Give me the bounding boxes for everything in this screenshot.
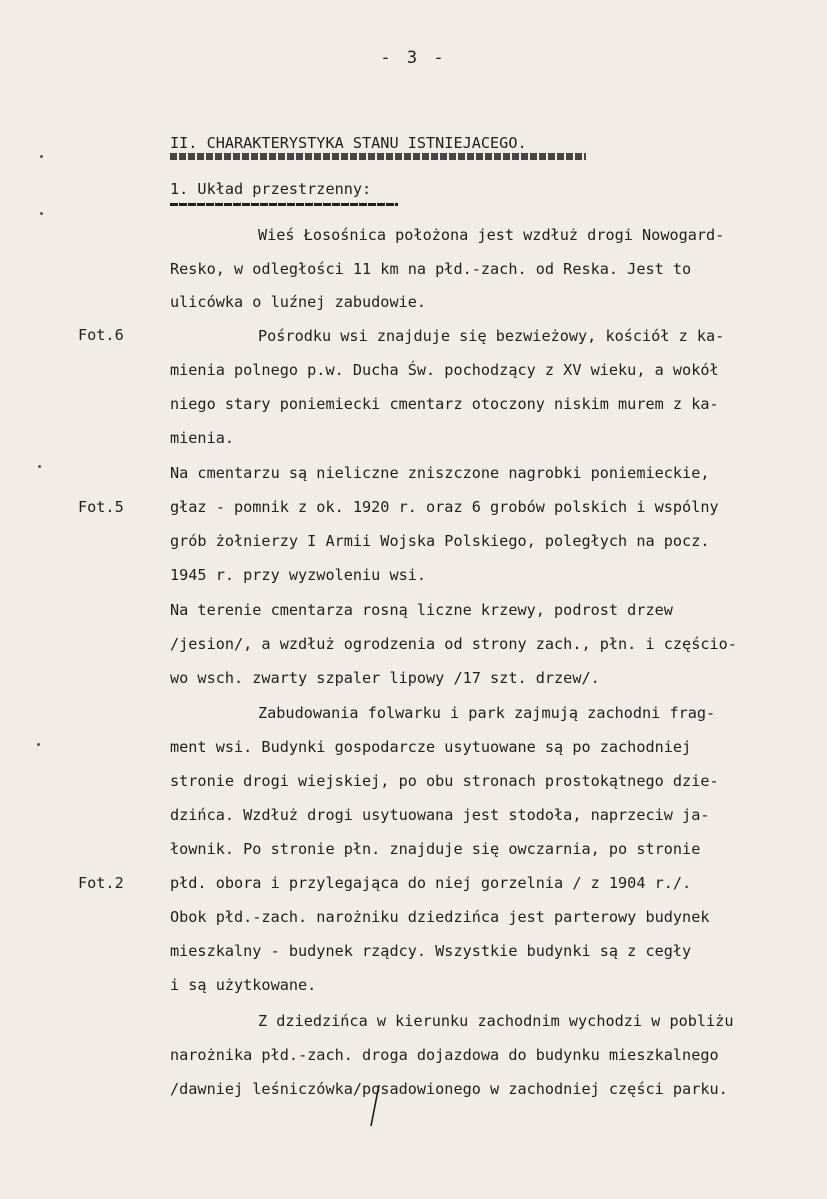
body-line: Na cmentarzu są nieliczne zniszczone nagrobki poniemieckie, <box>170 464 710 482</box>
subsection-heading: 1. Układ przestrzenny: <box>170 180 372 198</box>
subheading-underline <box>170 203 398 206</box>
body-line: płd. obora i przylegająca do niej gorzelnia / z 1904 r./. <box>170 874 692 892</box>
paper-speck <box>38 465 41 468</box>
body-line: ulicówka o luźnej zabudowie. <box>170 293 427 311</box>
heading-double-underline <box>170 153 586 160</box>
page-number: - 3 - <box>380 48 447 68</box>
section-heading: II. CHARAKTERYSTYKA STANU ISTNIEJACEGO. <box>170 134 527 152</box>
body-line: 1945 r. przy wyzwoleniu wsi. <box>170 566 427 584</box>
body-line: głaz - pomnik z ok. 1920 r. oraz 6 grobów polskich i wspólny <box>170 498 719 516</box>
margin-note-fot2: Fot.2 <box>78 874 124 892</box>
body-line: i są użytkowane. <box>170 976 317 994</box>
paper-speck <box>37 743 40 746</box>
body-line: niego stary poniemiecki cmentarz otoczony niskim murem z ka- <box>170 395 719 413</box>
body-line: narożnika płd.-zach. droga dojazdowa do budynku mieszkalnego <box>170 1046 719 1064</box>
body-line: stronie drogi wiejskiej, po obu stronach prostokątnego dzie- <box>170 772 719 790</box>
body-line: grób żołnierzy I Armii Wojska Polskiego, poległych na pocz. <box>170 532 710 550</box>
handwritten-slash-mark <box>368 1083 382 1128</box>
body-line: dzińca. Wzdłuż drogi usytuowana jest stodoła, naprzeciw ja- <box>170 806 710 824</box>
body-line: /dawniej leśniczówka/posadowionego w zachodniej części parku. <box>170 1080 728 1098</box>
body-line: Pośrodku wsi znajduje się bezwieżowy, kościół z ka- <box>258 327 725 345</box>
body-line: mienia polnego p.w. Ducha Św. pochodzący z XV wieku, a wokół <box>170 361 719 379</box>
body-line: Wieś Łosośnica położona jest wzdłuż drogi Nowogard- <box>258 226 725 244</box>
body-line: ment wsi. Budynki gospodarcze usytuowane są po zachodniej <box>170 738 692 756</box>
paper-speck <box>40 155 43 158</box>
margin-note-fot6: Fot.6 <box>78 326 124 344</box>
body-line: łownik. Po stronie płn. znajduje się owczarnia, po stronie <box>170 840 701 858</box>
margin-note-fot5: Fot.5 <box>78 498 124 516</box>
body-line: Resko, w odległości 11 km na płd.-zach. od Reska. Jest to <box>170 260 692 278</box>
body-line: Na terenie cmentarza rosną liczne krzewy, podrost drzew <box>170 601 673 619</box>
paper-speck <box>40 212 43 215</box>
body-line: Z dziedzińca w kierunku zachodnim wychodzi w pobliżu <box>258 1012 734 1030</box>
body-line: mienia. <box>170 429 235 447</box>
body-line: /jesion/, a wzdłuż ogrodzenia od strony zach., płn. i częścio- <box>170 635 737 653</box>
body-line: wo wsch. zwarty szpaler lipowy /17 szt. drzew/. <box>170 669 600 687</box>
body-line: Obok płd.-zach. narożniku dziedzińca jest parterowy budynek <box>170 908 710 926</box>
body-line: Zabudowania folwarku i park zajmują zachodni frag- <box>258 704 716 722</box>
body-line: mieszkalny - budynek rządcy. Wszystkie budynki są z cegły <box>170 942 692 960</box>
